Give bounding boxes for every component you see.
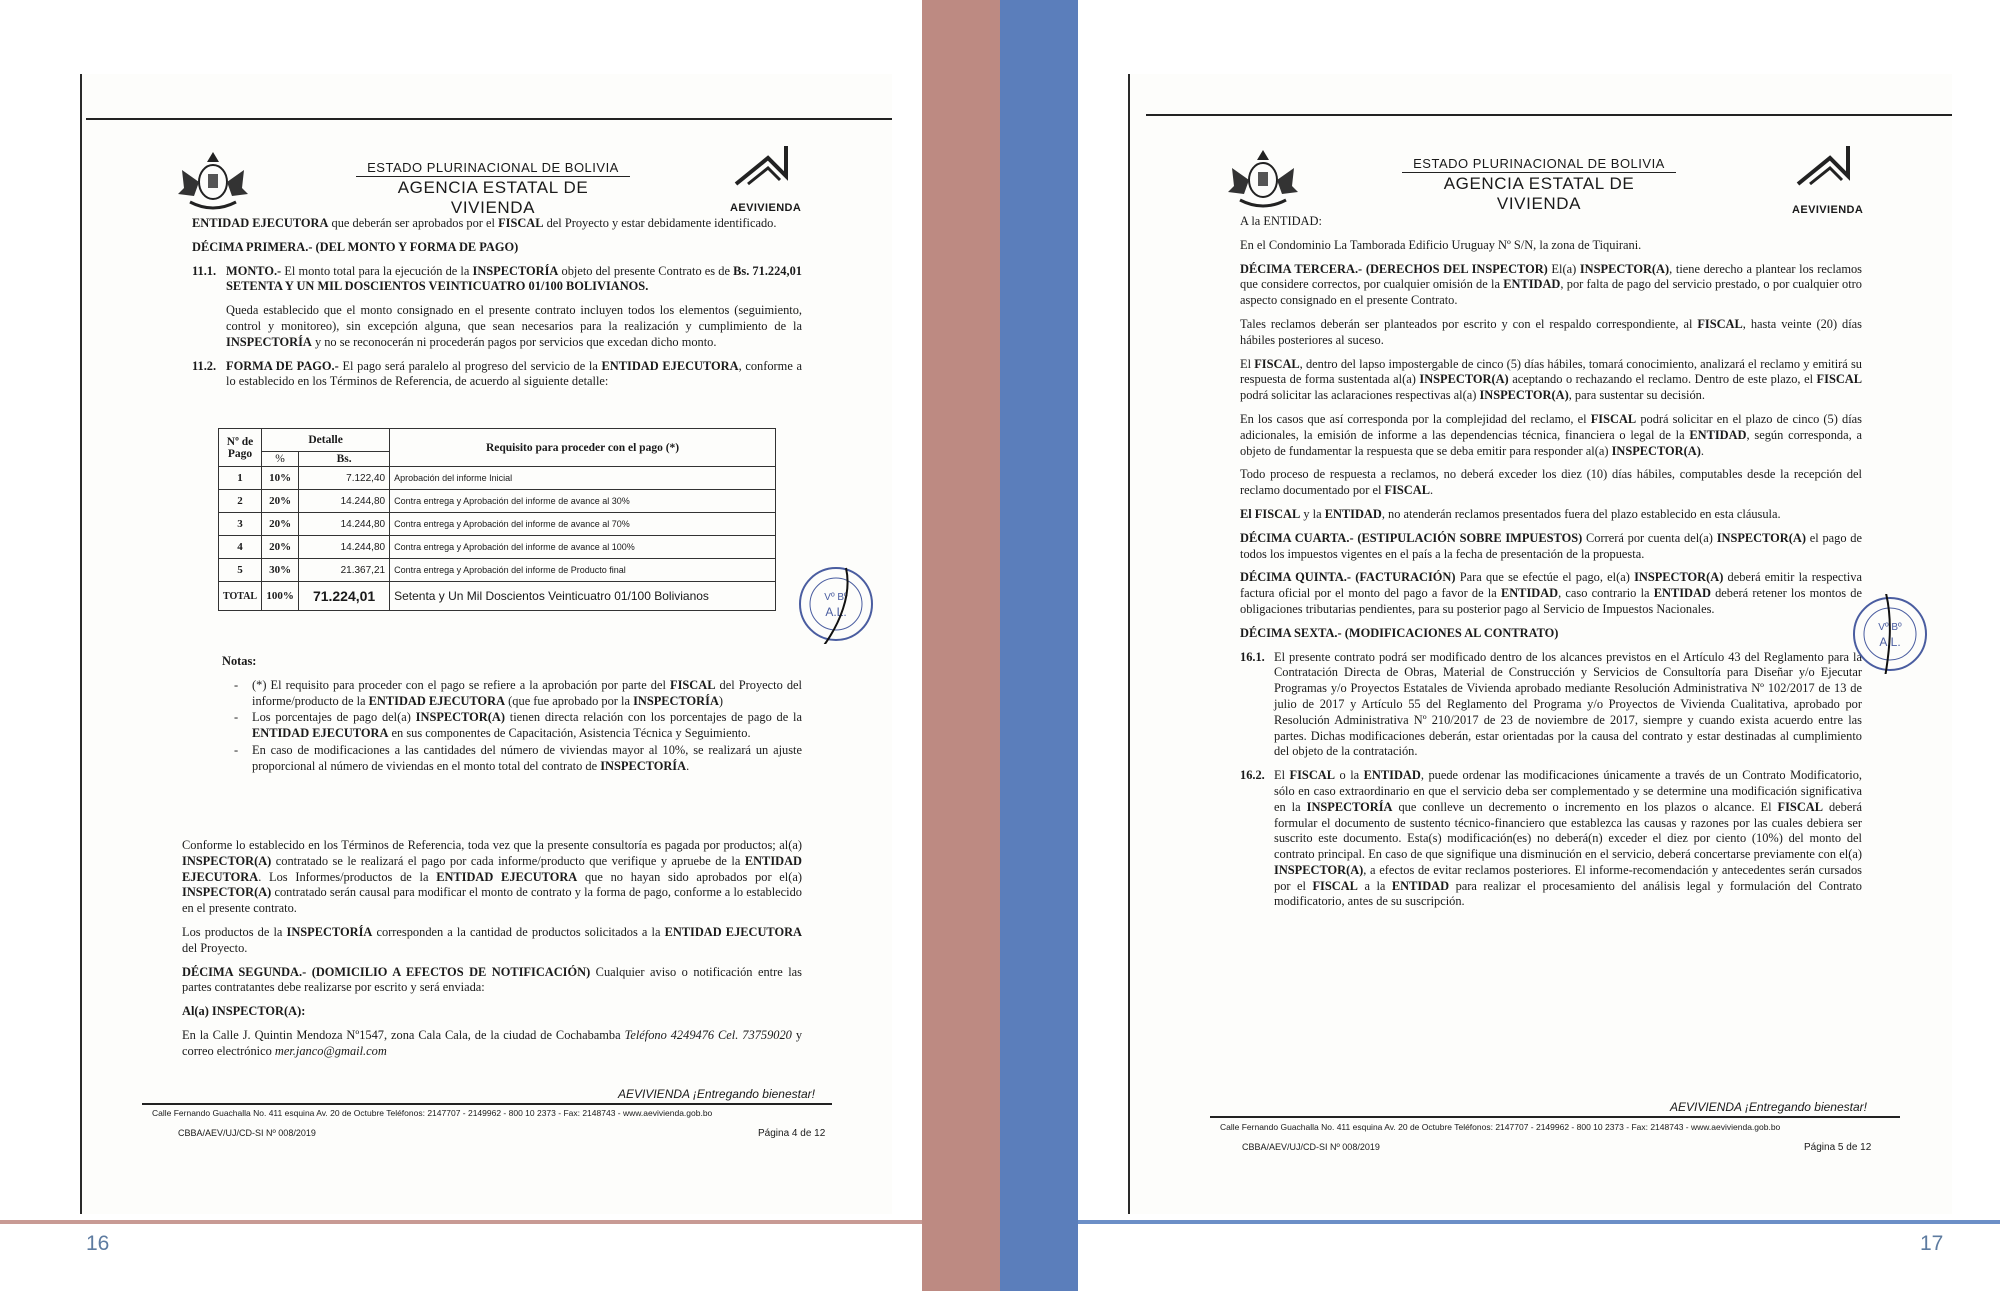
footer-rule: [142, 1103, 832, 1105]
page-5-body: [1240, 214, 1862, 918]
cell-num: 2: [219, 490, 262, 513]
col-header-bs: Bs.: [299, 452, 390, 467]
cell-num: 4: [219, 536, 262, 559]
footer-page-indicator: Página 5 de 12: [1804, 1142, 1872, 1153]
footer-page-indicator: Página 4 de 12: [758, 1128, 826, 1139]
table-row: [219, 536, 776, 559]
cell-requisito: Contra entrega y Aprobación del informe de avance al 30%: [390, 490, 776, 513]
footer-rule: [1210, 1116, 1900, 1118]
top-rule: [1146, 114, 1952, 116]
page-number-left: 16: [86, 1232, 110, 1255]
a-la-entidad-label: A la ENTIDAD:: [1240, 214, 1322, 228]
col-header-detalle: Detalle: [262, 429, 390, 452]
table-row: [219, 513, 776, 536]
notes-list: [234, 678, 802, 775]
aevivienda-logo-text: AEVIVIENDA: [730, 202, 802, 214]
footer-address: Calle Fernando Guachalla No. 411 esquina Av. 20 de Octubre Teléfonos: 2147707 - 2149962 - 800 10 2373 - Fax: 2148743 - www.aevivienda.gob.bo: [152, 1108, 713, 1118]
section-13: DÉCIMA TERCERA.- (DERECHOS DEL INSPECTOR) El(a) INSPECTOR(A), tiene derecho a plantear los reclamos que considere correctos, por cualquier omisión de la ENTIDAD, por falta de pago del servicio prestado, o por cualquier otro aspecto consignado en el presente Contrato.: [1240, 261, 1862, 308]
cell-bs: 14.244,80: [299, 513, 390, 536]
paragraph-casos: En los casos que así corresponda por la complejidad del reclamo, el FISCAL podrá solicitar en el plazo de cinco (5) días adicionales, la emisión de informe a las dependencias técnica, financiera o legal de la ENTIDAD, según corresponda, a objeto de fundamentar la respuesta que se deba emitir para responder al(a) INSPECTOR(A).: [1240, 411, 1862, 458]
clause-11-2: 11.2. FORMA DE PAGO.- El pago será paralelo al progreso del servicio de la ENTIDAD EJECUTORA, conforme a lo establecido en los Términos de Referencia, de acuerdo al siguiente detalle:: [192, 358, 802, 389]
state-name: ESTADO PLURINACIONAL DE BOLIVIA: [1413, 156, 1665, 171]
stamp-line-2: A.L.: [825, 605, 847, 619]
clause-11-1: 11.1. MONTO.- El monto total para la ejecución de la INSPECTORÍA objeto del presente Contrato es de Bs. 71.224,01 SETENTA Y UN MIL DOSCIENTOS VEINTICUATRO 01/100 BOLIVIANOS.: [192, 263, 802, 294]
aevivienda-logo-icon: [728, 138, 808, 208]
scanned-page-4: [80, 74, 892, 1214]
al-inspector-label: Al(a) INSPECTOR(A):: [182, 1004, 306, 1019]
cell-num: 3: [219, 513, 262, 536]
notes-title: Notas:: [222, 654, 257, 668]
cell-pct: 10%: [262, 467, 299, 490]
cell-bs: 14.244,80: [299, 536, 390, 559]
page-4-body: [192, 216, 802, 398]
paragraph-fiscal: El FISCAL, dentro del lapso impostergable de cinco (5) días hábiles, tomará conocimiento, analizará el reclamo y emitirá su respuesta de forma sustentada al(a) INSPECTOR(A) aceptando o rechazando el reclamo. Dentro de este plazo, el FISCAL podrá solicitar las aclaraciones respectivas al(a) INSPECTOR(A), para sustentar su decisión.: [1240, 356, 1863, 403]
cell-pct: 30%: [262, 559, 299, 582]
stamp-line-2: A.L.: [1879, 635, 1901, 649]
table-row: [219, 467, 776, 490]
entidad-address: En el Condominio La Tamborada Edificio Uruguay Nº S/N, la zona de Tiquirani.: [1240, 237, 1642, 252]
footer-slogan: AEVIVIENDA ¡Entregando bienestar!: [1670, 1100, 1867, 1114]
footer-doc-code: CBBA/AEV/UJ/CD-SI Nº 008/2019: [178, 1128, 316, 1138]
footer-doc-code: CBBA/AEV/UJ/CD-SI Nº 008/2019: [1242, 1142, 1380, 1152]
cell-num: 5: [219, 559, 262, 582]
stamp-line-1: Vº Bº: [1878, 622, 1902, 633]
center-strip-pink: [922, 0, 1000, 1291]
paragraph-tales: Tales reclamos deberán ser planteados por escrito y con el respaldo correspondiente, al FISCAL, hasta veinte (20) días hábiles posteriores al suceso.: [1240, 316, 1862, 347]
state-name: ESTADO PLURINACIONAL DE BOLIVIA: [367, 160, 619, 175]
approval-stamp-icon: [796, 564, 876, 644]
approval-stamp-icon: [1850, 594, 1930, 674]
paragraph-conforme: Conforme lo establecido en los Términos de Referencia, toda vez que la presente consultoría es pagada por productos; al(a) INSPECTOR(A) contratado se le realizará el pago por cada informe/producto que verifique y apruebe de la ENTIDAD EJECUTORA. Los Informes/productos de la ENTIDAD EJECUTORA que no hayan sido aprobados por el(a) INSPECTOR(A) contratado serán causal para modificar el monto de contrato y la forma de pago, conforme a lo establecido en el presente contrato.: [182, 838, 802, 916]
page-4-body-lower: [182, 838, 802, 1068]
section-14: DÉCIMA CUARTA.- (ESTIPULACIÓN SOBRE IMPUESTOS) Correrá por cuenta del(a) INSPECTOR(A) el pago de todos los impuestos vigentes en el país a la fecha de presentación de la propuesta.: [1240, 530, 1862, 561]
payment-table: [218, 428, 776, 611]
cell-pct: 20%: [262, 490, 299, 513]
scanned-page-5: [1128, 74, 1952, 1214]
cell-num: 1: [219, 467, 262, 490]
table-row: [219, 490, 776, 513]
intro-paragraph: ENTIDAD EJECUTORA que deberán ser aprobados por el FISCAL del Proyecto y estar debidamente identificado.: [192, 216, 777, 230]
top-rule: [86, 118, 892, 120]
section-16-title: DÉCIMA SEXTA.- (MODIFICACIONES AL CONTRATO): [1240, 625, 1559, 640]
clause-11-1-paragraph: Queda establecido que el monto consignado en el presente contrato incluyen todos los elementos (seguimiento, control y monitoreo), sin excepción alguna, que sean necesarios para la realización y cumplimiento de la INSPECTORÍA y no se reconocerán ni procederán pagos por servicios que excedan dicho monto.: [226, 303, 802, 349]
right-footer-line: [1078, 1220, 2000, 1224]
note-item: - En caso de modificaciones a las cantidades del número de viviendas mayor al 10%, se realizará un ajuste proporcional al número de viviendas en el monto total del contrato de INSPECTORÍA.: [234, 743, 802, 775]
stamp-line-1: Vº Bº: [824, 592, 848, 603]
agency-name: AGENCIA ESTATAL DE VIVIENDA: [356, 176, 630, 218]
section-11-title: DÉCIMA PRIMERA.- (DEL MONTO Y FORMA DE PAGO): [192, 239, 519, 254]
section-12: DÉCIMA SEGUNDA.- (DOMICILIO A EFECTOS DE NOTIFICACIÓN) Cualquier aviso o notificación entre las partes contratantes debe realizarse por escrito y será enviada:: [182, 964, 802, 995]
paragraph-todo: Todo proceso de respuesta a reclamos, no deberá exceder los diez (10) días hábiles, computables desde la recepción del reclamo documentado por el FISCAL.: [1240, 467, 1862, 498]
table-row: [219, 559, 776, 582]
cell-pct: 20%: [262, 513, 299, 536]
page-number-right: 17: [1920, 1232, 1944, 1255]
left-footer-line: [0, 1220, 922, 1224]
clause-16-2: 16.2. El FISCAL o la ENTIDAD, puede ordenar las modificaciones únicamente a través de un Contrato Modificatorio, sólo en caso extraordinario en que el servicio deba ser complementado y se determine una modificación significativa en la INSPECTORÍA que conlleve un decremento o incremento en los plazos o alcance. El FISCAL deberá formular el documento de sustento técnico-financiero que establezca las causas y razones por las cuales debiera ser suscrito este documento. Esta(s) modificación(es) no deberá(n) exceder el diez por ciento (10%) del monto del contrato principal. En caso de que signifique una disminución en el servicio, deberá concertarse previamente con el(a) INSPECTOR(A), a efectos de evitar reclamos posteriores. El informe-recomendación y antecedentes serán cursados por el FISCAL a la ENTIDAD para realizar el procesamiento del análisis legal y formulación del Contrato modificatorio, antes de su suscripción.: [1240, 768, 1863, 909]
cell-requisito: Contra entrega y Aprobación del informe de avance al 70%: [390, 513, 776, 536]
aevivienda-logo-icon: [1790, 138, 1870, 208]
clause-16-1: 16.1. El presente contrato podrá ser modificado dentro de los alcances previstos en el Artículo 43 del Reglamento para la Contratación Directa de Obras, Material de Construcción y Servicios de Consultoría para Diseñar y/o Ejecutar Programas y/o Proyectos Estatales de Vivienda aprobado mediante Resolución Administrativa Nº 102/2017 de 13 de julio de 2017 y Artículo 55 del Reglamento del Programa y/o Proyectos de Vivienda Cualitativa, aprobado por Resolución Administrativa Nº 210/2017 de 23 de noviembre de 2017, siempre y cuando exista acuerdo entre las partes. Dichas modificaciones deberán, estar orientadas por la causa del contrato y estar destinadas al cumplimiento del objeto de la contratación.: [1240, 649, 1862, 759]
bolivia-coat-of-arms-icon: [174, 144, 252, 214]
cell-pct: 20%: [262, 536, 299, 559]
cell-bs: 14.244,80: [299, 490, 390, 513]
cell-requisito: Contra entrega y Aprobación del informe de avance al 100%: [390, 536, 776, 559]
cell-requisito: Aprobación del informe Inicial: [390, 467, 776, 490]
footer-slogan: AEVIVIENDA ¡Entregando bienestar!: [618, 1087, 815, 1101]
cell-bs: 7.122,40: [299, 467, 390, 490]
note-item: - Los porcentajes de pago del(a) INSPECTOR(A) tienen directa relación con los porcentajes de pago de la ENTIDAD EJECUTORA en sus componentes de Capacitación, Asistencia Técnica y Seguimiento.: [234, 710, 802, 742]
col-header-requisito: Requisito para proceder con el pago (*): [390, 429, 776, 467]
bolivia-coat-of-arms-icon: [1224, 142, 1302, 212]
aevivienda-logo-text: AEVIVIENDA: [1792, 204, 1864, 216]
cell-requisito: Contra entrega y Aprobación del informe de Producto final: [390, 559, 776, 582]
center-strip-blue: [1000, 0, 1078, 1291]
col-header-pct: %: [262, 452, 299, 467]
table-total-row: TOTAL 100% 71.224,01 Setenta y Un Mil Doscientos Veinticuatro 01/100 Bolivianos: [219, 582, 776, 611]
cell-bs: 21.367,21: [299, 559, 390, 582]
paragraph-el-fiscal: El FISCAL y la ENTIDAD, no atenderán reclamos presentados fuera del plazo establecido en esta cláusula.: [1240, 506, 1781, 521]
agency-name: AGENCIA ESTATAL DE VIVIENDA: [1402, 172, 1676, 214]
footer-address: Calle Fernando Guachalla No. 411 esquina Av. 20 de Octubre Teléfonos: 2147707 - 2149962 - 800 10 2373 - Fax: 2148743 - www.aevivienda.gob.bo: [1220, 1122, 1781, 1132]
section-15: DÉCIMA QUINTA.- (FACTURACIÓN) Para que se efectúe el pago, el(a) INSPECTOR(A) deberá emitir la respectiva factura oficial por el monto del pago a favor de la ENTIDAD, caso contrario la ENTIDAD deberá retener los montos de obligaciones tributarias pendientes, para su posterior pago al Servicio de Impuestos Nacionales.: [1240, 570, 1862, 616]
letterhead: [174, 144, 814, 216]
col-header-num: Nº de Pago: [219, 429, 262, 467]
paragraph-productos: Los productos de la INSPECTORÍA corresponden a la cantidad de productos solicitados a la ENTIDAD EJECUTORA del Proyecto.: [182, 924, 803, 955]
letterhead: [1224, 142, 1884, 214]
inspector-address: En la Calle J. Quintin Mendoza Nº1547, zona Cala Cala, de la ciudad de Cochabamba Teléfono 4249476 Cel. 73759020 y correo electrónico mer.janco@gmail.com: [182, 1027, 803, 1058]
note-item: - (*) El requisito para proceder con el pago se refiere a la aprobación por parte del FISCAL del Proyecto del informe/producto de la ENTIDAD EJECUTORA (que fue aprobado por la INSPECTORÍA): [234, 678, 802, 710]
notes-block: [192, 654, 802, 783]
